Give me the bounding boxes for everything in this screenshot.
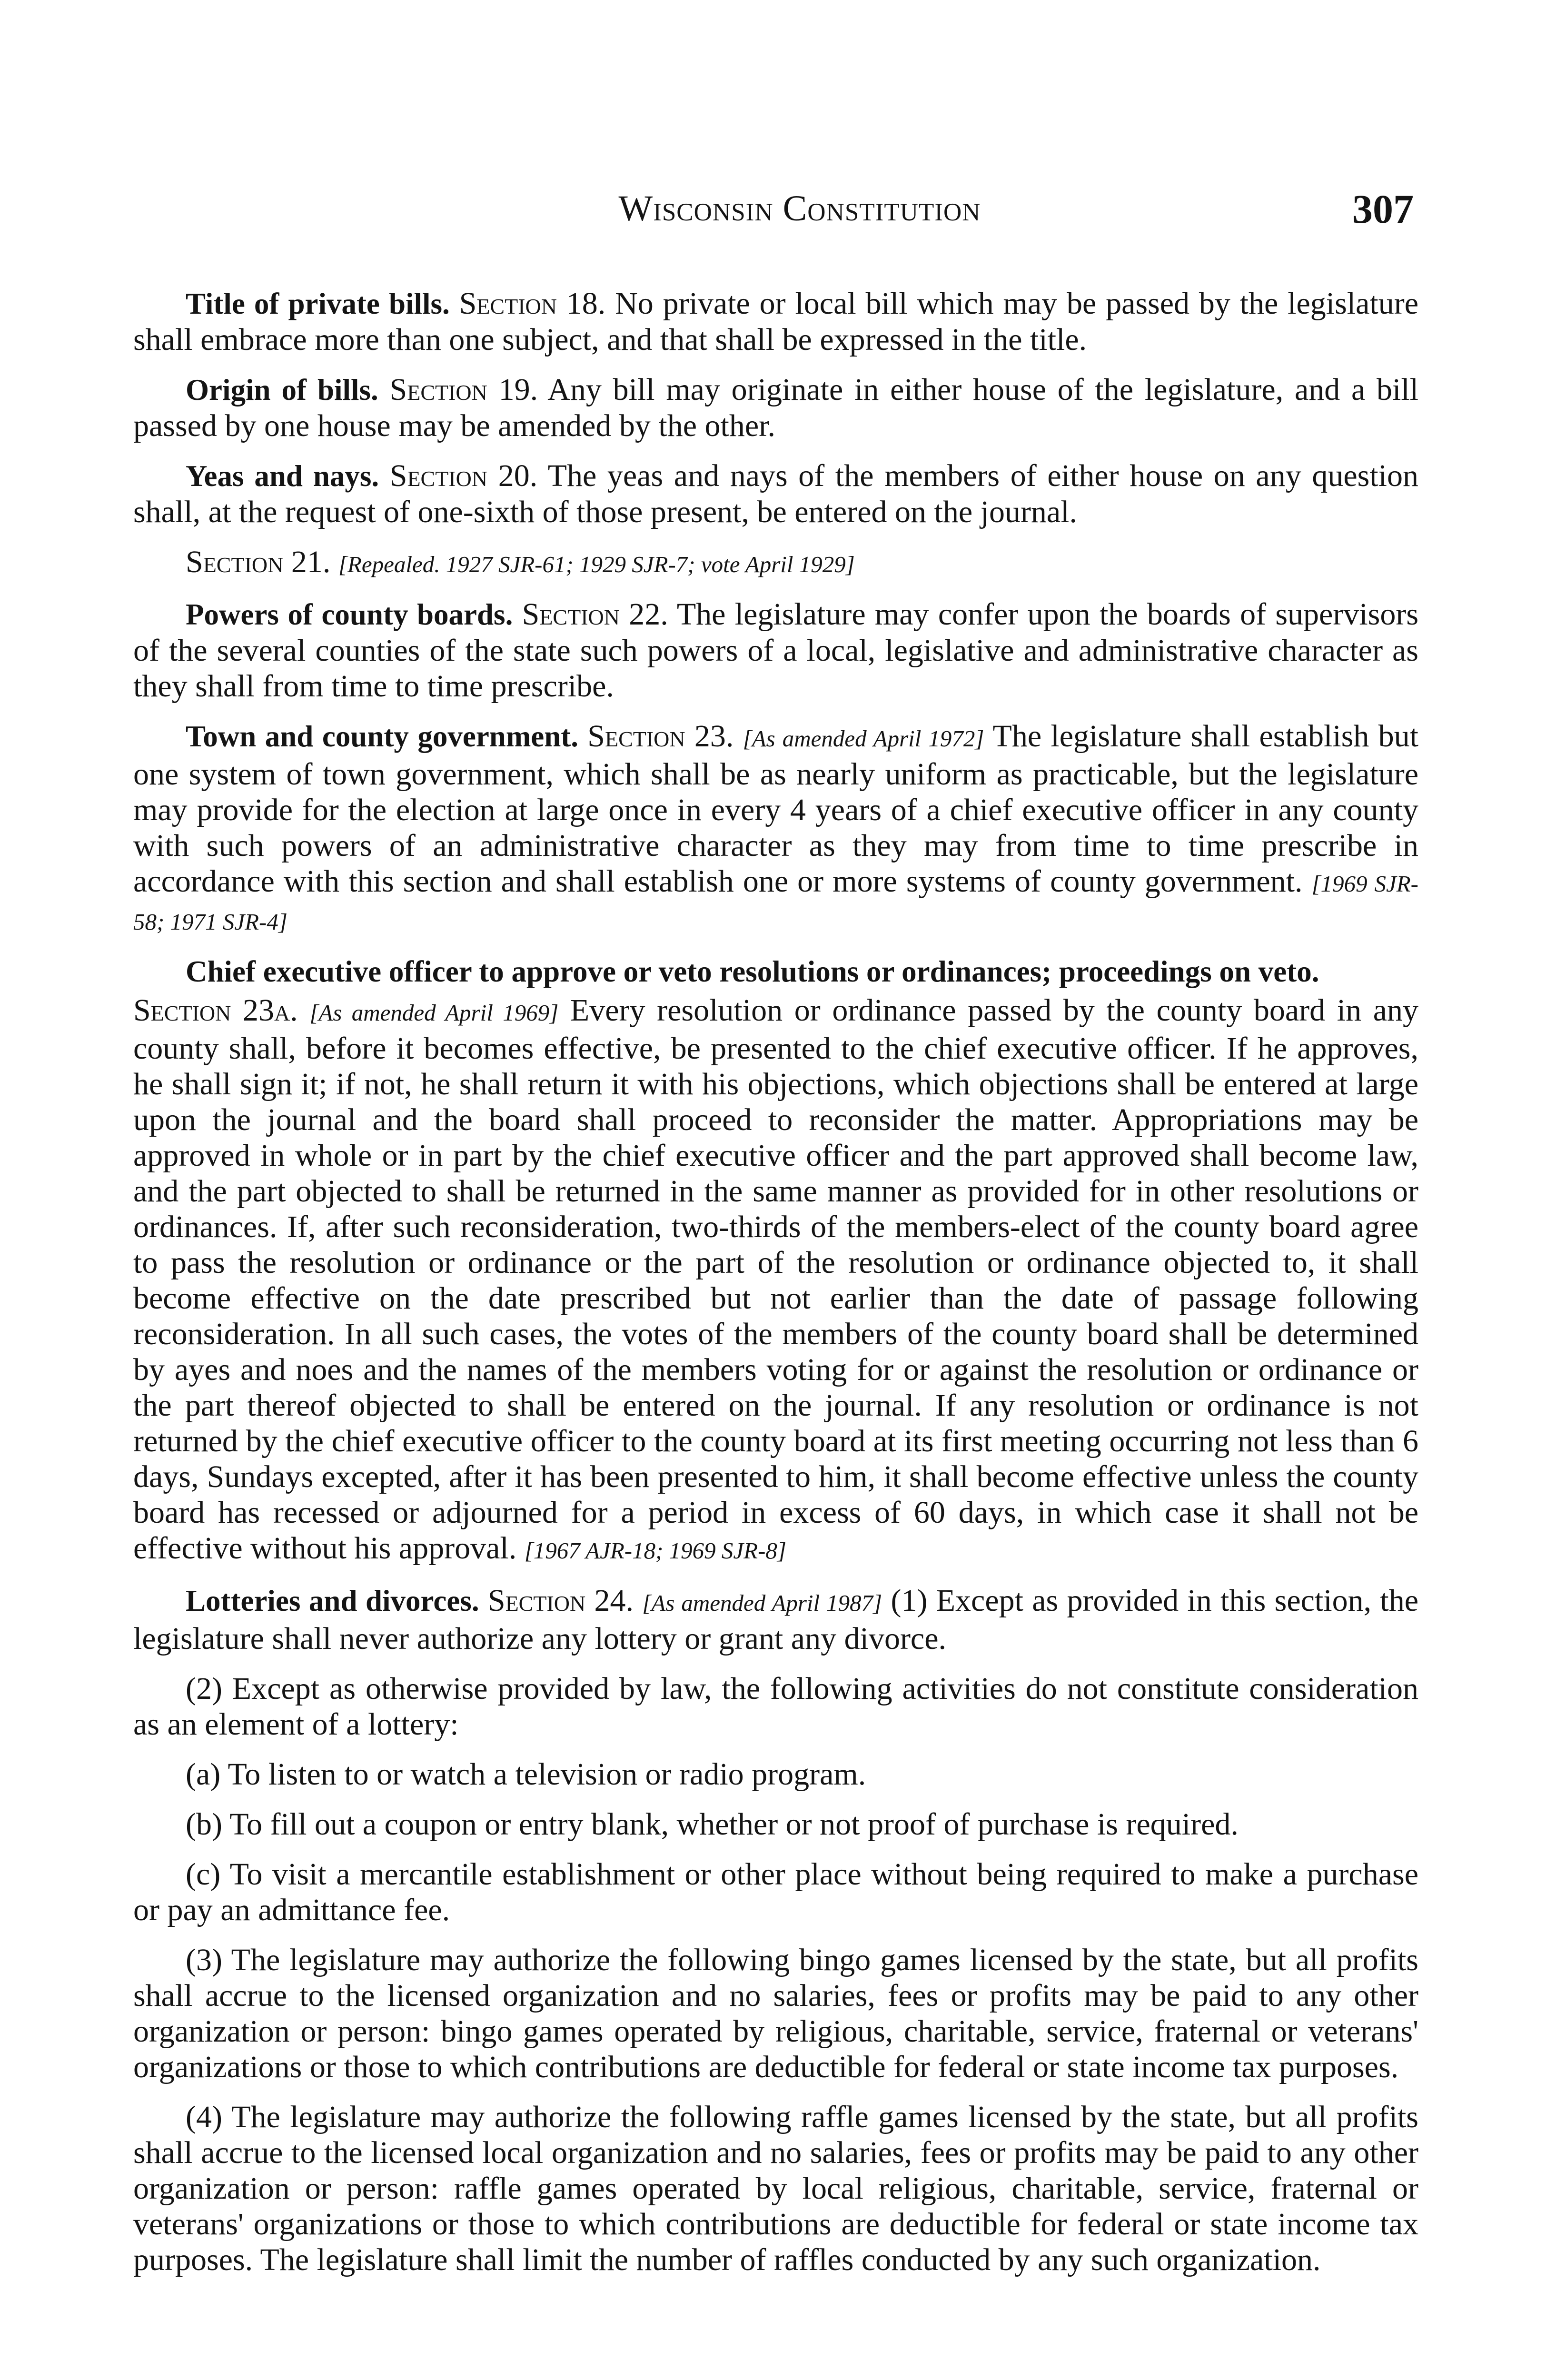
- section-18-heading: Title of private bills.: [186, 287, 450, 320]
- document-body: [133, 286, 1418, 2292]
- section-18: [133, 286, 1418, 357]
- page-header: [186, 188, 1414, 245]
- section-22: [133, 596, 1418, 704]
- page-number: 307: [1352, 186, 1414, 232]
- section-24-subsection-3: (3) The legislature may authorize the following bingo games licensed by the state, but all profits shall accrue to the licensed organization and no salaries, fees or profits may be paid to any other organization or person: bingo games operated by religious, charitable, service, fraternal or veterans' organizations or those to which contributions are deductible for federal or state income tax purposes.: [133, 1943, 1418, 2084]
- section-19-heading: Origin of bills.: [186, 373, 378, 407]
- section-23a-heading: Chief executive officer to approve or veto resolutions or ordinances; proceedings on veto.: [186, 955, 1319, 988]
- section-24: [133, 1583, 1418, 1656]
- section-23a-amended: [As amended April 1969]: [309, 1000, 559, 1026]
- section-23a-number: Section 23a.: [133, 993, 298, 1028]
- section-24-subsection-2: (2) Except as otherwise provided by law, the following activities do not constitute consideration as an element of a lottery:: [133, 1671, 1418, 1742]
- section-21: [133, 544, 1418, 582]
- section-24-amended: [As amended April 1987]: [642, 1590, 882, 1616]
- section-20-heading: Yeas and nays.: [186, 459, 379, 493]
- section-24-item-a: (a) To listen to or watch a television or radio program.: [186, 1757, 866, 1792]
- section-22-text: The legislature may confer upon the boards of supervisors of the several counties of the state such powers of a local, legislative and administrative character as they shall from time to time prescribe.: [133, 597, 1419, 704]
- section-24-item-c: (c) To visit a mercantile establishment or other place without being required to make a purchase or pay an admittance fee.: [133, 1857, 1418, 1927]
- section-19-number: Section 19.: [389, 372, 538, 407]
- section-24-subsection-1: (1) Except as provided in this section, the legislature shall never authorize any lottery or grant any divorce.: [133, 1583, 1418, 1656]
- section-23-number: Section 23.: [587, 719, 734, 754]
- section-23a-note: [1967 AJR-18; 1969 SJR-8]: [524, 1537, 786, 1564]
- section-23-heading: Town and county government.: [186, 720, 579, 753]
- section-21-note: [Repealed. 1927 SJR-61; 1929 SJR-7; vote April 1929]: [338, 551, 855, 577]
- section-21-number: Section 21.: [186, 545, 331, 579]
- section-20-text: The yeas and nays of the members of either house on any question shall, at the request of one-sixth of those present, be entered on the journal.: [133, 458, 1418, 529]
- section-22-heading: Powers of county boards.: [186, 598, 513, 631]
- section-19: [133, 372, 1418, 444]
- section-24-number: Section 24.: [487, 1583, 634, 1618]
- section-18-text: No private or local bill which may be passed by the legislature shall embrace more than one subject, and that shall be expressed in the title.: [133, 286, 1419, 357]
- section-23a-text: Every resolution or ordinance passed by the county board in any county shall, before it becomes effective, be presented to the chief executive officer. If he approves, he shall sign it; if not, he shall return it with his objections, which objections shall be entered at large upon the journal and the board shall proceed to reconsider the matter. Appropriations may be approved in whole or in part by the chief executive officer and the part approved shall become law, and the part objected to shall be returned in the same manner as provided for in other resolutions or ordinances. If, after such reconsideration, two-thirds of the members-elect of the county board agree to pass the resolution or ordinance or the part of the resolution or ordinance objected to, it shall become effective on the date prescribed but not earlier than the date of passage following reconsideration. In all such cases, the votes of the members of the county board shall be determined by ayes and noes and the names of the members voting for or against the resolution or ordinance or the part thereof objected to shall be entered on the journal. If any resolution or ordinance is not returned by the chief executive officer to the county board at its first meeting occurring not less than 6 days, Sundays excepted, after it has been presented to him, it shall become effective unless the county board has recessed or adjourned for a period in excess of 60 days, in which case it shall not be effective without his approval.: [133, 993, 1418, 1566]
- section-23a: [133, 992, 1418, 1568]
- section-24-heading: Lotteries and divorces.: [186, 1584, 479, 1617]
- section-24-subsection-4: (4) The legislature may authorize the following raffle games licensed by the state, but all profits shall accrue to the licensed local organization and no salaries, fees or profits may be paid to any other organization or person: raffle games operated by local religious, charitable, service, fraternal or veterans' organizations or those to which contributions are deductible for federal or state income tax purposes. The legislature shall limit the number of raffles conducted by any such organization.: [133, 2100, 1418, 2277]
- section-23-amended: [As amended April 1972]: [743, 725, 984, 752]
- section-22-number: Section 22.: [522, 597, 668, 632]
- section-19-text: Any bill may originate in either house of the legislature, and a bill passed by one house may be amended by the other.: [133, 372, 1419, 443]
- section-20-number: Section 20.: [389, 458, 538, 493]
- section-23-note: [1969 SJR-58; 1971 SJR-4]: [133, 871, 1418, 935]
- section-24-item-b: (b) To fill out a coupon or entry blank, whether or not proof of purchase is required.: [186, 1807, 1239, 1842]
- running-title: Wisconsin Constitution: [618, 188, 981, 228]
- section-23: [133, 718, 1418, 940]
- section-20: [133, 458, 1418, 530]
- section-23-text: The legislature shall establish but one system of town government, which shall be as nearly uniform as practicable, but the legislature may provide for the election at large once in every 4 years of a chief executive officer in any county with such powers of an administrative character as they may from time to time prescribe in accordance with this section and shall establish one or more systems of county government.: [133, 719, 1418, 899]
- section-18-number: Section 18.: [459, 286, 606, 321]
